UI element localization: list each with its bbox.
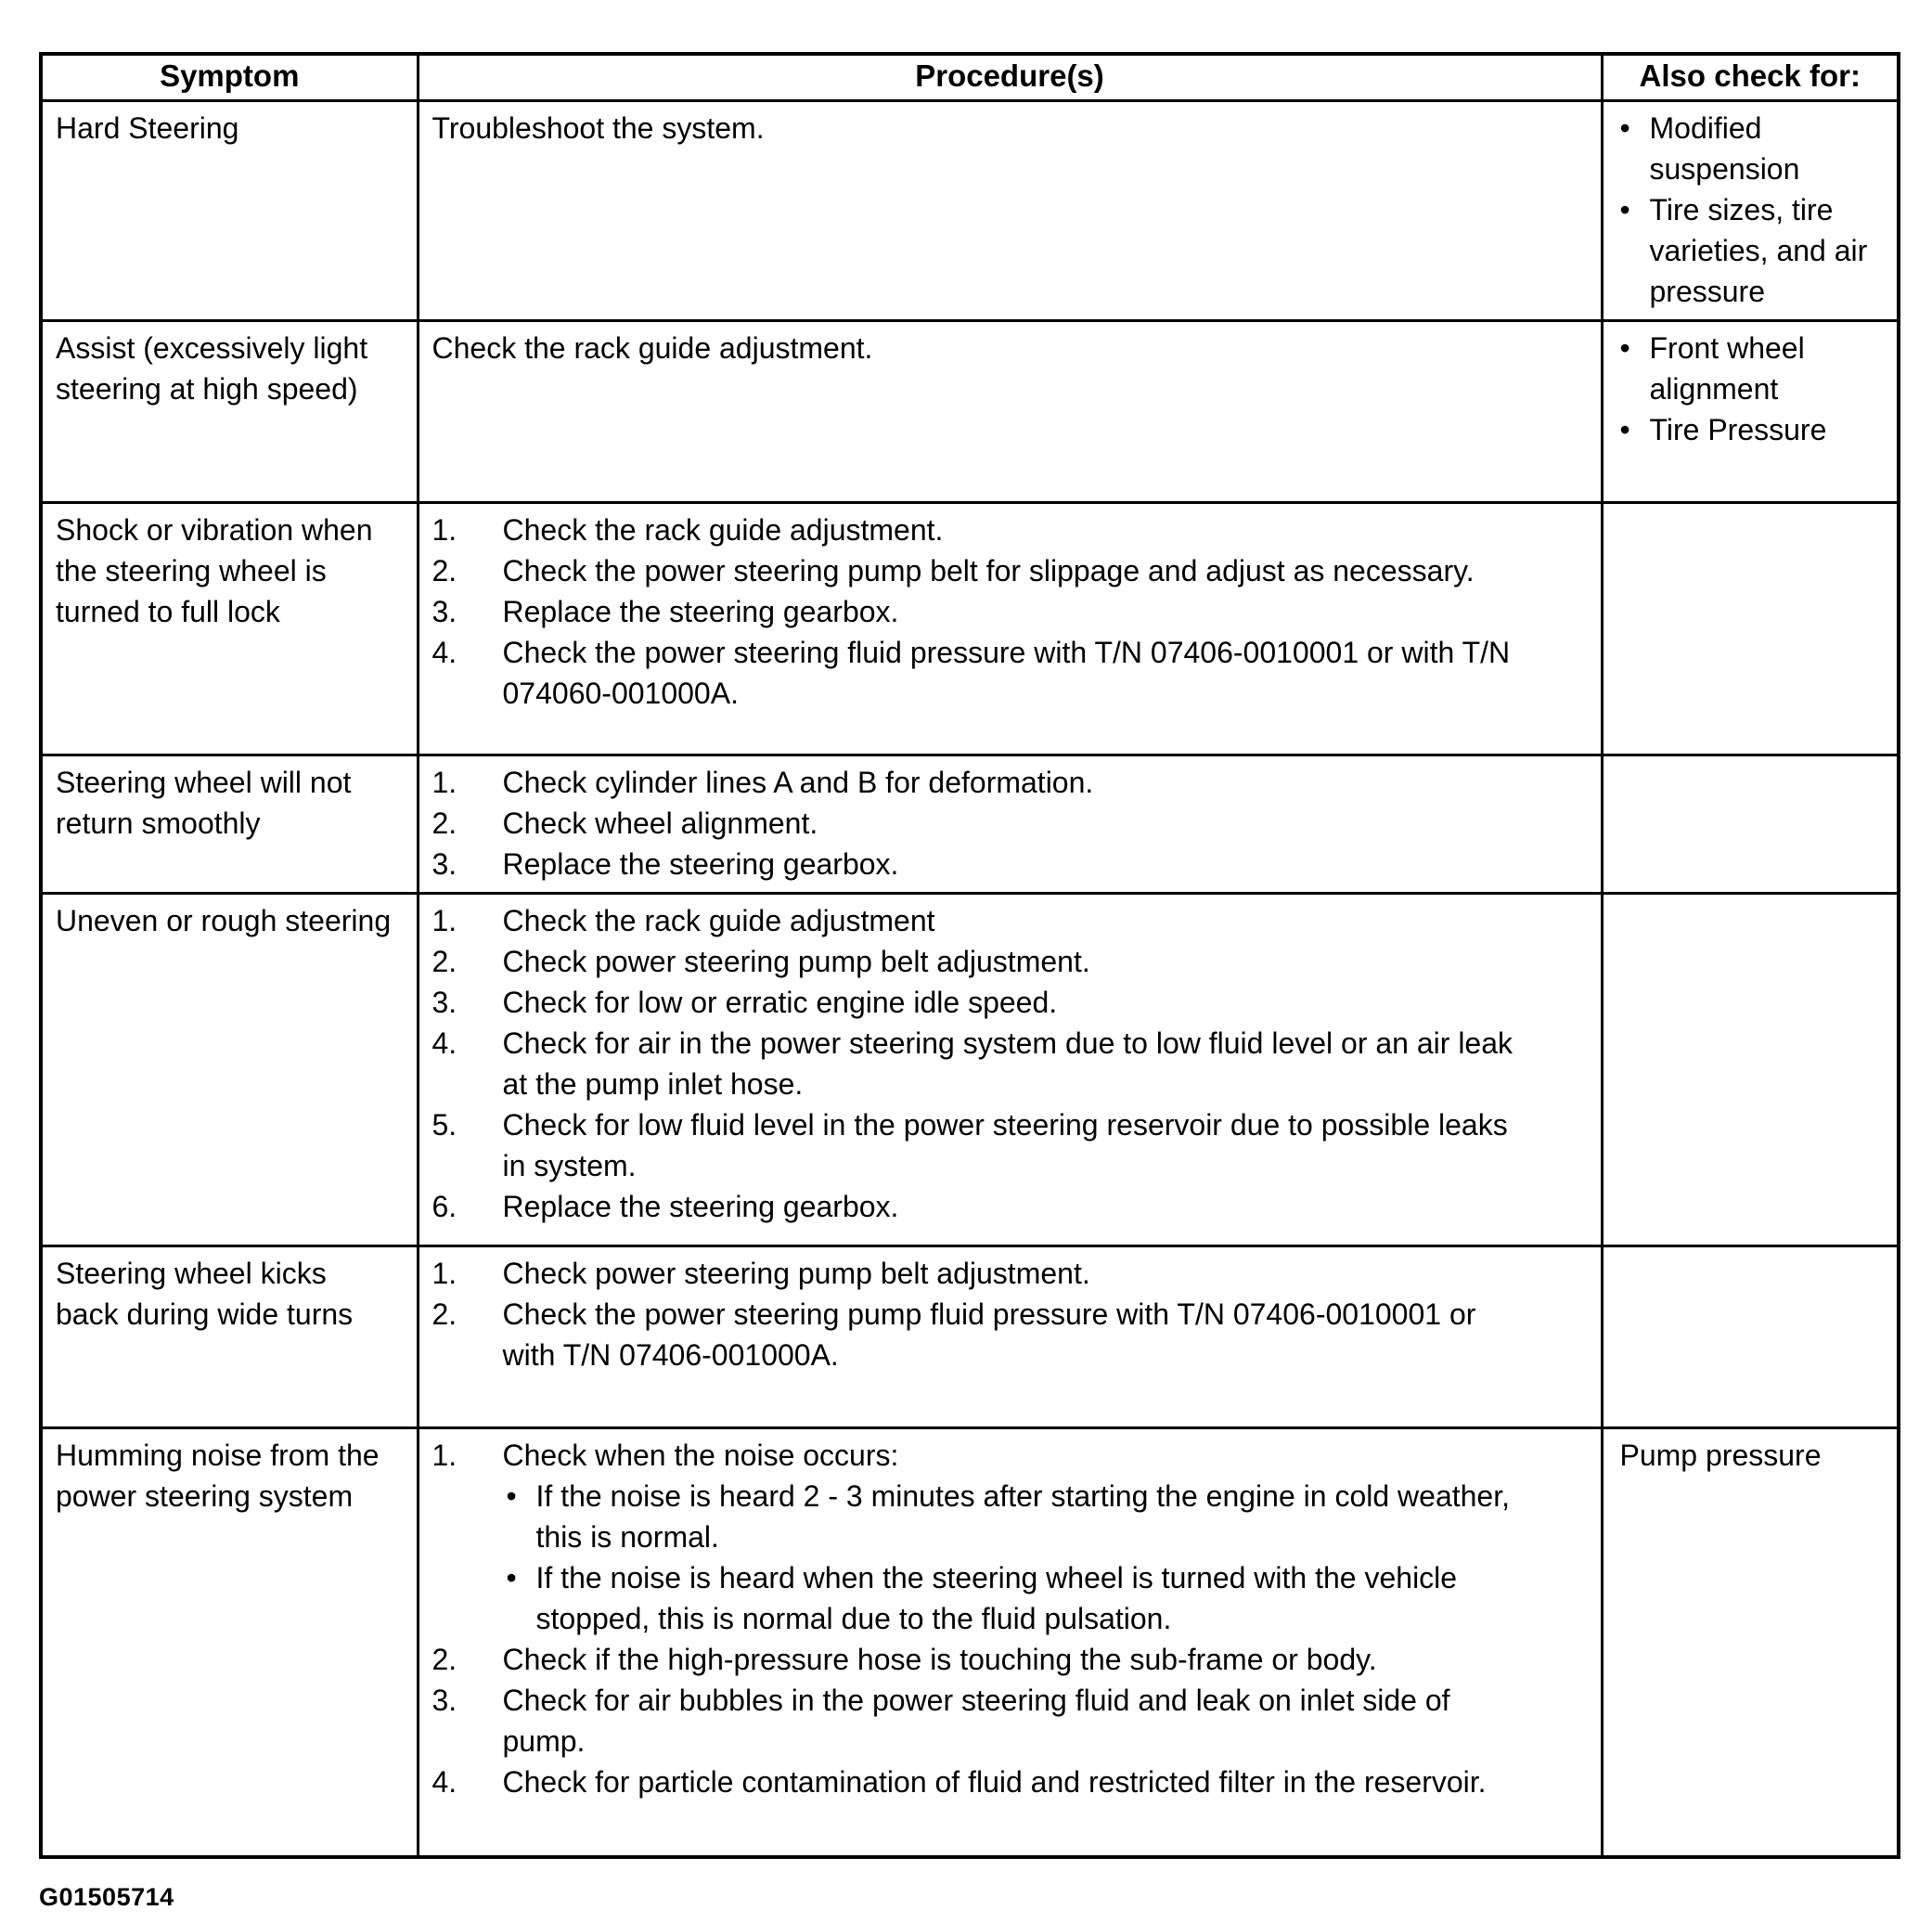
also-check-text: Tire Pressure [1649, 413, 1827, 446]
step-text: Check the power steering pump fluid pressure with T/N 07406-0010001 or with T/N 07406-001000A. [502, 1297, 1476, 1372]
step-number: 2. [431, 554, 457, 587]
step-number: 3. [431, 986, 457, 1019]
symptom-cell: Assist (excessively light steering at high speed) [41, 321, 418, 503]
step-text: Check for air in the power steering system due to low fluid level or an air leak at the pump inlet hose. [502, 1026, 1513, 1101]
table-row [41, 1246, 1899, 1428]
step-text: Check the rack guide adjustment. [502, 513, 944, 547]
procedure-step [432, 1294, 1526, 1375]
step-number: 2. [431, 807, 457, 840]
also-check-cell [1602, 1428, 1899, 1857]
procedure-step [432, 1639, 1526, 1680]
symptom-cell: Uneven or rough steering [41, 894, 418, 1246]
procedures-cell [418, 321, 1602, 503]
procedure-step [432, 844, 1526, 884]
procedure-text: Check the rack guide adjustment. [431, 331, 873, 365]
step-number: 4. [431, 1765, 457, 1799]
table-row [41, 1428, 1899, 1857]
procedure-text: Troubleshoot the system. [431, 111, 765, 145]
symptom-cell: Steering wheel kicks back during wide turns [41, 1246, 418, 1428]
step-text: Check for air bubbles in the power steering fluid and leak on inlet side of pump. [502, 1684, 1450, 1758]
procedures-cell [418, 503, 1602, 755]
step-number: 1. [431, 766, 457, 799]
step-text: Replace the steering gearbox. [502, 1190, 899, 1223]
procedure-step [432, 1104, 1526, 1186]
symptom-cell: Hard Steering [41, 101, 418, 321]
procedure-step [432, 510, 1526, 550]
step-text: Check for particle contamination of fluid and restricted filter in the reservoir. [502, 1765, 1487, 1799]
step-number: 1. [431, 1439, 457, 1472]
sub-note-text: If the noise is heard 2 - 3 minutes after starting the engine in cold weather, this is normal. [535, 1479, 1510, 1554]
step-number: 2. [431, 1297, 457, 1331]
symptom-cell: Steering wheel will not return smoothly [41, 755, 418, 894]
bullet-icon: • [1619, 331, 1630, 365]
step-text: Check power steering pump belt adjustment. [502, 1257, 1090, 1290]
step-text: Check wheel alignment. [502, 807, 818, 840]
step-text: Check cylinder lines A and B for deformation. [502, 766, 1094, 799]
also-check-item [1620, 189, 1890, 312]
step-text: Check for low fluid level in the power steering reservoir due to possible leaks in system. [502, 1108, 1508, 1182]
step-text: Check power steering pump belt adjustment. [502, 945, 1090, 978]
procedure-step [432, 803, 1526, 844]
procedure-step [432, 550, 1526, 591]
procedure-step [432, 591, 1526, 632]
procedure-step [432, 1435, 1526, 1639]
step-text: Replace the steering gearbox. [502, 847, 899, 881]
column-header-symptom: Symptom [41, 54, 418, 101]
step-number: 1. [431, 904, 457, 937]
step-number: 3. [431, 847, 457, 881]
procedures-cell [418, 894, 1602, 1246]
symptom-cell: Shock or vibration when the steering wheel is turned to full lock [41, 503, 418, 755]
also-check-text: Pump pressure [1619, 1439, 1822, 1472]
column-header-procedures: Procedure(s) [418, 54, 1602, 101]
procedure-step [432, 1186, 1526, 1227]
procedure-step [432, 982, 1526, 1023]
step-number: 6. [431, 1190, 457, 1223]
column-header-also-check: Also check for: [1602, 54, 1899, 101]
also-check-cell [1602, 101, 1899, 321]
procedures-cell [418, 755, 1602, 894]
troubleshooting-table [39, 52, 1900, 1859]
bullet-icon: • [506, 1479, 517, 1513]
figure-code: G01505714 [39, 1882, 174, 1911]
bullet-icon: • [506, 1561, 517, 1594]
procedure-step [432, 1680, 1526, 1762]
procedure-step [432, 632, 1526, 714]
procedure-step [432, 941, 1526, 982]
also-check-text: Modified suspension [1649, 111, 1800, 186]
procedure-step [432, 1253, 1526, 1294]
step-number: 5. [431, 1108, 457, 1142]
table-row [41, 755, 1899, 894]
also-check-cell [1602, 503, 1899, 755]
step-text: Check the power steering pump belt for slippage and adjust as necessary. [502, 554, 1475, 587]
step-body [503, 1435, 1526, 1639]
bullet-icon: • [1619, 413, 1630, 446]
step-number: 4. [431, 1026, 457, 1060]
bullet-icon: • [1619, 111, 1630, 145]
procedures-cell [418, 1246, 1602, 1428]
sub-note-item [503, 1557, 1526, 1639]
header-row [41, 54, 1899, 101]
also-check-item [1620, 328, 1890, 409]
procedures-cell [418, 1428, 1602, 1857]
also-check-text: Front wheel alignment [1649, 331, 1805, 406]
procedure-step [432, 1023, 1526, 1104]
also-check-item [1620, 409, 1890, 450]
step-text: Check the power steering fluid pressure with T/N 07406-0010001 or with T/N 074060-001000A. [502, 636, 1511, 710]
step-text: Check when the noise occurs: [502, 1439, 899, 1472]
step-number: 4. [431, 636, 457, 669]
table-row [41, 321, 1899, 503]
procedure-step [432, 900, 1526, 941]
table-row [41, 894, 1899, 1246]
also-check-cell [1602, 1246, 1899, 1428]
sub-note-item [503, 1476, 1526, 1557]
step-text: Check for low or erratic engine idle speed. [502, 986, 1058, 1019]
step-number: 3. [431, 1684, 457, 1717]
also-check-item [1620, 108, 1890, 189]
step-number: 1. [431, 1257, 457, 1290]
step-number: 3. [431, 595, 457, 628]
also-check-cell [1602, 321, 1899, 503]
table-row [41, 503, 1899, 755]
step-number: 2. [431, 945, 457, 978]
symptom-cell: Humming noise from the power steering system [41, 1428, 418, 1857]
table-row [41, 101, 1899, 321]
also-check-cell [1602, 894, 1899, 1246]
sub-note-text: If the noise is heard when the steering wheel is turned with the vehicle stopped, this is normal due to the fluid pulsation. [535, 1561, 1458, 1635]
step-text: Check the rack guide adjustment [502, 904, 935, 937]
step-text: Check if the high-pressure hose is touching the sub-frame or body. [502, 1643, 1377, 1676]
step-number: 1. [431, 513, 457, 547]
step-number: 2. [431, 1643, 457, 1676]
procedures-cell [418, 101, 1602, 321]
procedure-step [432, 762, 1526, 803]
procedure-step [432, 1762, 1526, 1802]
also-check-text: Tire sizes, tire varieties, and air pressure [1649, 193, 1868, 308]
bullet-icon: • [1619, 193, 1630, 226]
step-text: Replace the steering gearbox. [502, 595, 899, 628]
also-check-cell [1602, 755, 1899, 894]
